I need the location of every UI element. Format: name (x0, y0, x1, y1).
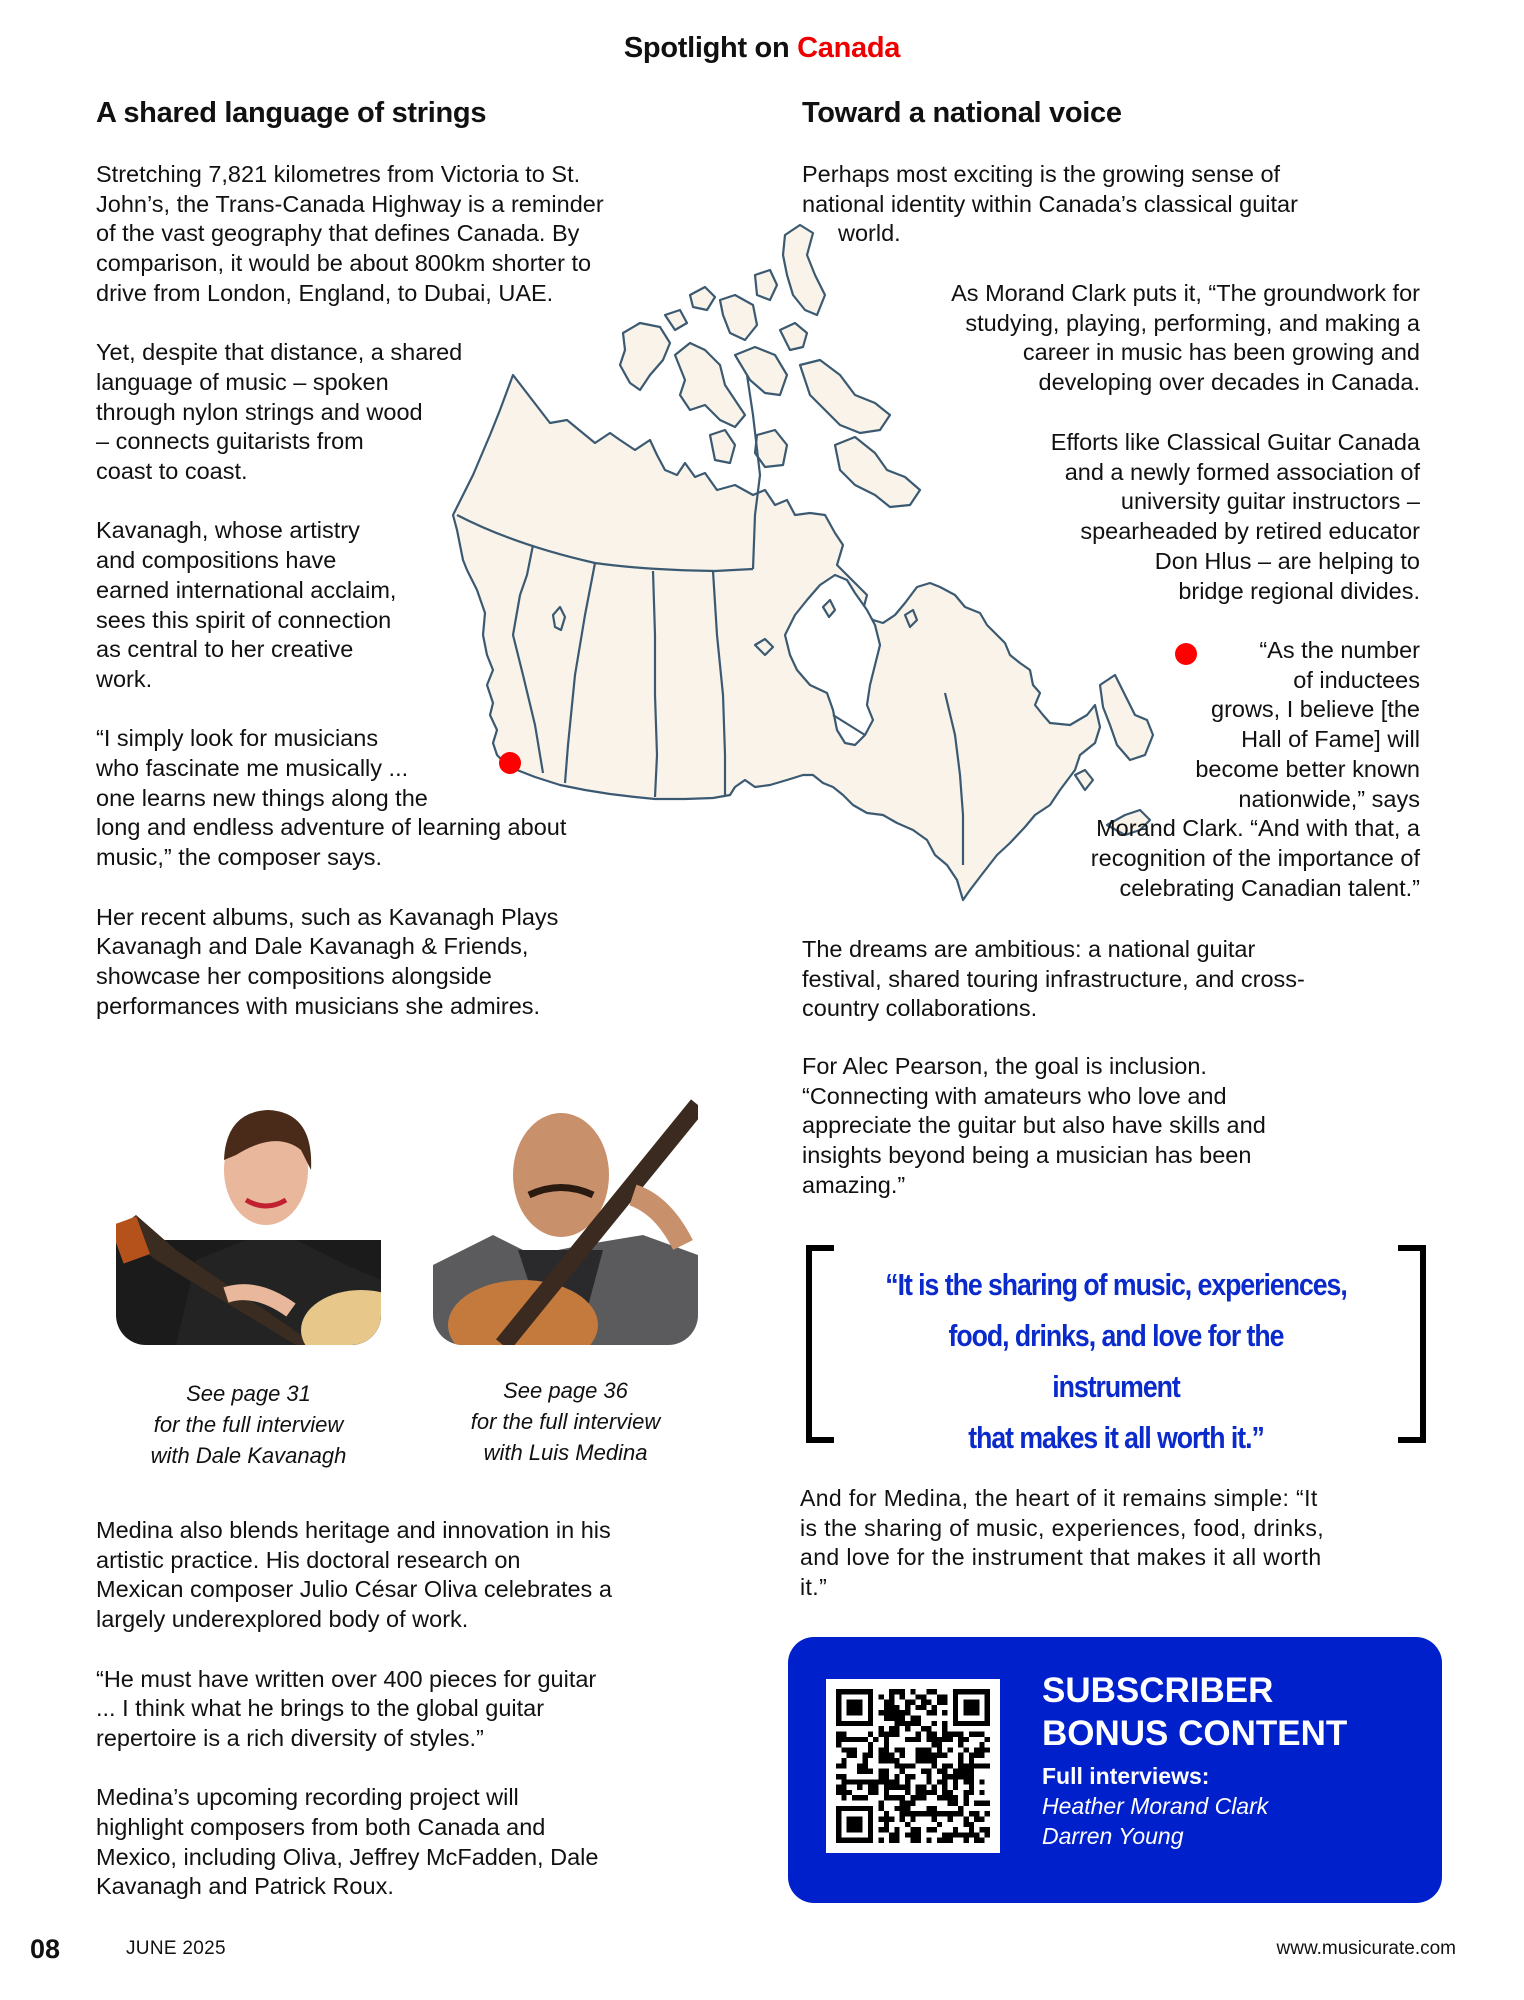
left-paragraph-quote: “I simply look for musicians who fascinate me musically ... one learns new things along the long and endless adventure of learning about music,” the composer says. (96, 725, 567, 871)
bonus-interviews (1042, 1761, 1268, 1851)
bonus-interview-link[interactable]: Heather Morand Clark (1042, 1793, 1269, 1819)
page-number: 08 (30, 1934, 61, 1964)
kicker-accent: Canada (797, 32, 901, 64)
bonus-label: Full interviews: (1042, 1763, 1210, 1789)
qr-code[interactable] (826, 1679, 1000, 1853)
map-island (755, 270, 777, 300)
left-paragraph: Medina’s upcoming recording project will highlight composers from both Canada and Mexico, including Oliva, Jeffrey McFadden, Dale Kavanagh and Patrick Roux. (96, 1784, 599, 1900)
right-para-6: For Alec Pearson, the goal is inclusion. “Connecting with amateurs who love and appreciate the guitar but also have skills and insights beyond being a musician has been amazing.” (802, 1053, 1266, 1198)
right-para-3: Efforts like Classical Guitar Canada and a newly formed association of university guitar instructors – spearheaded by retired educator Don Hlus – are helping to bridge regional divides. (1050, 429, 1420, 604)
right-para-5: The dreams are ambitious: a national guitar festival, shared touring infrastructure, and cross- country collaborations. (802, 936, 1305, 1022)
left-heading: A shared language of strings (96, 97, 487, 129)
map-island (735, 347, 787, 395)
website-link[interactable]: www.musicurate.com (1276, 1938, 1456, 1959)
left-paragraph-quote: “He must have written over 400 pieces for guitar ... I think what he brings to the global guitar repertoire is a rich diversity of styles.” (96, 1665, 597, 1751)
left-paragraph: Medina also blends heritage and innovation in his artistic practice. His doctoral research on Mexican composer Julio César Oliva celebrates a largely underexplored body of work. (96, 1517, 612, 1633)
left-paragraph: Her recent albums, such as Kavanagh Plays Kavanagh and Dale Kavanagh & Friends, showcase her compositions alongside performances with musicians she admires. (96, 903, 559, 1019)
caption-dale-kavanagh: See page 31 for the full interview with Dale Kavanagh (150, 1381, 347, 1468)
subscriber-bonus-box[interactable] (788, 1637, 1442, 1903)
right-para-2: As Morand Clark puts it, “The groundwork for studying, playing, performing, and making a career in music has been growing and developing over decades in Canada. (951, 280, 1420, 396)
left-column-text (96, 160, 736, 1051)
caption-luis-medina: See page 36 for the full interview with Luis Medina (470, 1378, 661, 1465)
pull-quote (806, 1245, 1426, 1455)
kicker-prefix: Spotlight on (623, 32, 790, 64)
left-paragraph: Yet, despite that distance, a shared language of music – spoken through nylon strings and wood – connects guitarists from coast to coast. (96, 339, 463, 485)
right-para-1: Perhaps most exciting is the growing sense of national identity within Canada’s classical guitar world. (802, 161, 1298, 247)
right-bracket-icon (1398, 1245, 1426, 1443)
photo-luis-medina (433, 1085, 698, 1345)
right-heading: Toward a national voice (802, 97, 1122, 129)
right-para-4-quote: “As the number of inductees grows, I believe [the Hall of Fame] will become better known nationwide,” says Morand Clark. “And with that, a recognition of the importance of celebrating Canadian talent.” (1090, 637, 1420, 901)
left-bracket-icon (806, 1245, 834, 1443)
qr-code-icon (836, 1689, 990, 1843)
left-lower-text (96, 1516, 756, 1932)
map-island (755, 430, 787, 467)
bonus-title: SUBSCRIBER BONUS CONTENT (1042, 1671, 1348, 1753)
bonus-interview-link[interactable]: Darren Young (1042, 1823, 1184, 1849)
photo-dale-kavanagh (116, 1090, 381, 1345)
closing-paragraph: And for Medina, the heart of it remains simple: “It is the sharing of music, experiences, food, drinks, and love for the instrument that makes it all worth it.” (800, 1485, 1325, 1600)
portrait-luis-medina (433, 1085, 698, 1345)
pull-quote-text: “It is the sharing of music, experiences, food, drinks, and love for the instrument that makes it all worth it.” (885, 1267, 1347, 1455)
section-kicker (0, 32, 1524, 65)
issue-date: JUNE 2025 (126, 1938, 226, 1959)
left-paragraph: Stretching 7,821 kilometres from Victoria to St. John’s, the Trans-Canada Highway is a reminder of the vast geography that defines Canada. By comparison, it would be about 800km shorter to drive from London, England, to Dubai, UAE. (96, 161, 604, 306)
left-paragraph: Kavanagh, whose artistry and compositions have earned international acclaim, sees this spirit of connection as central to her creative work. (96, 517, 397, 692)
portrait-dale-kavanagh (116, 1090, 381, 1345)
